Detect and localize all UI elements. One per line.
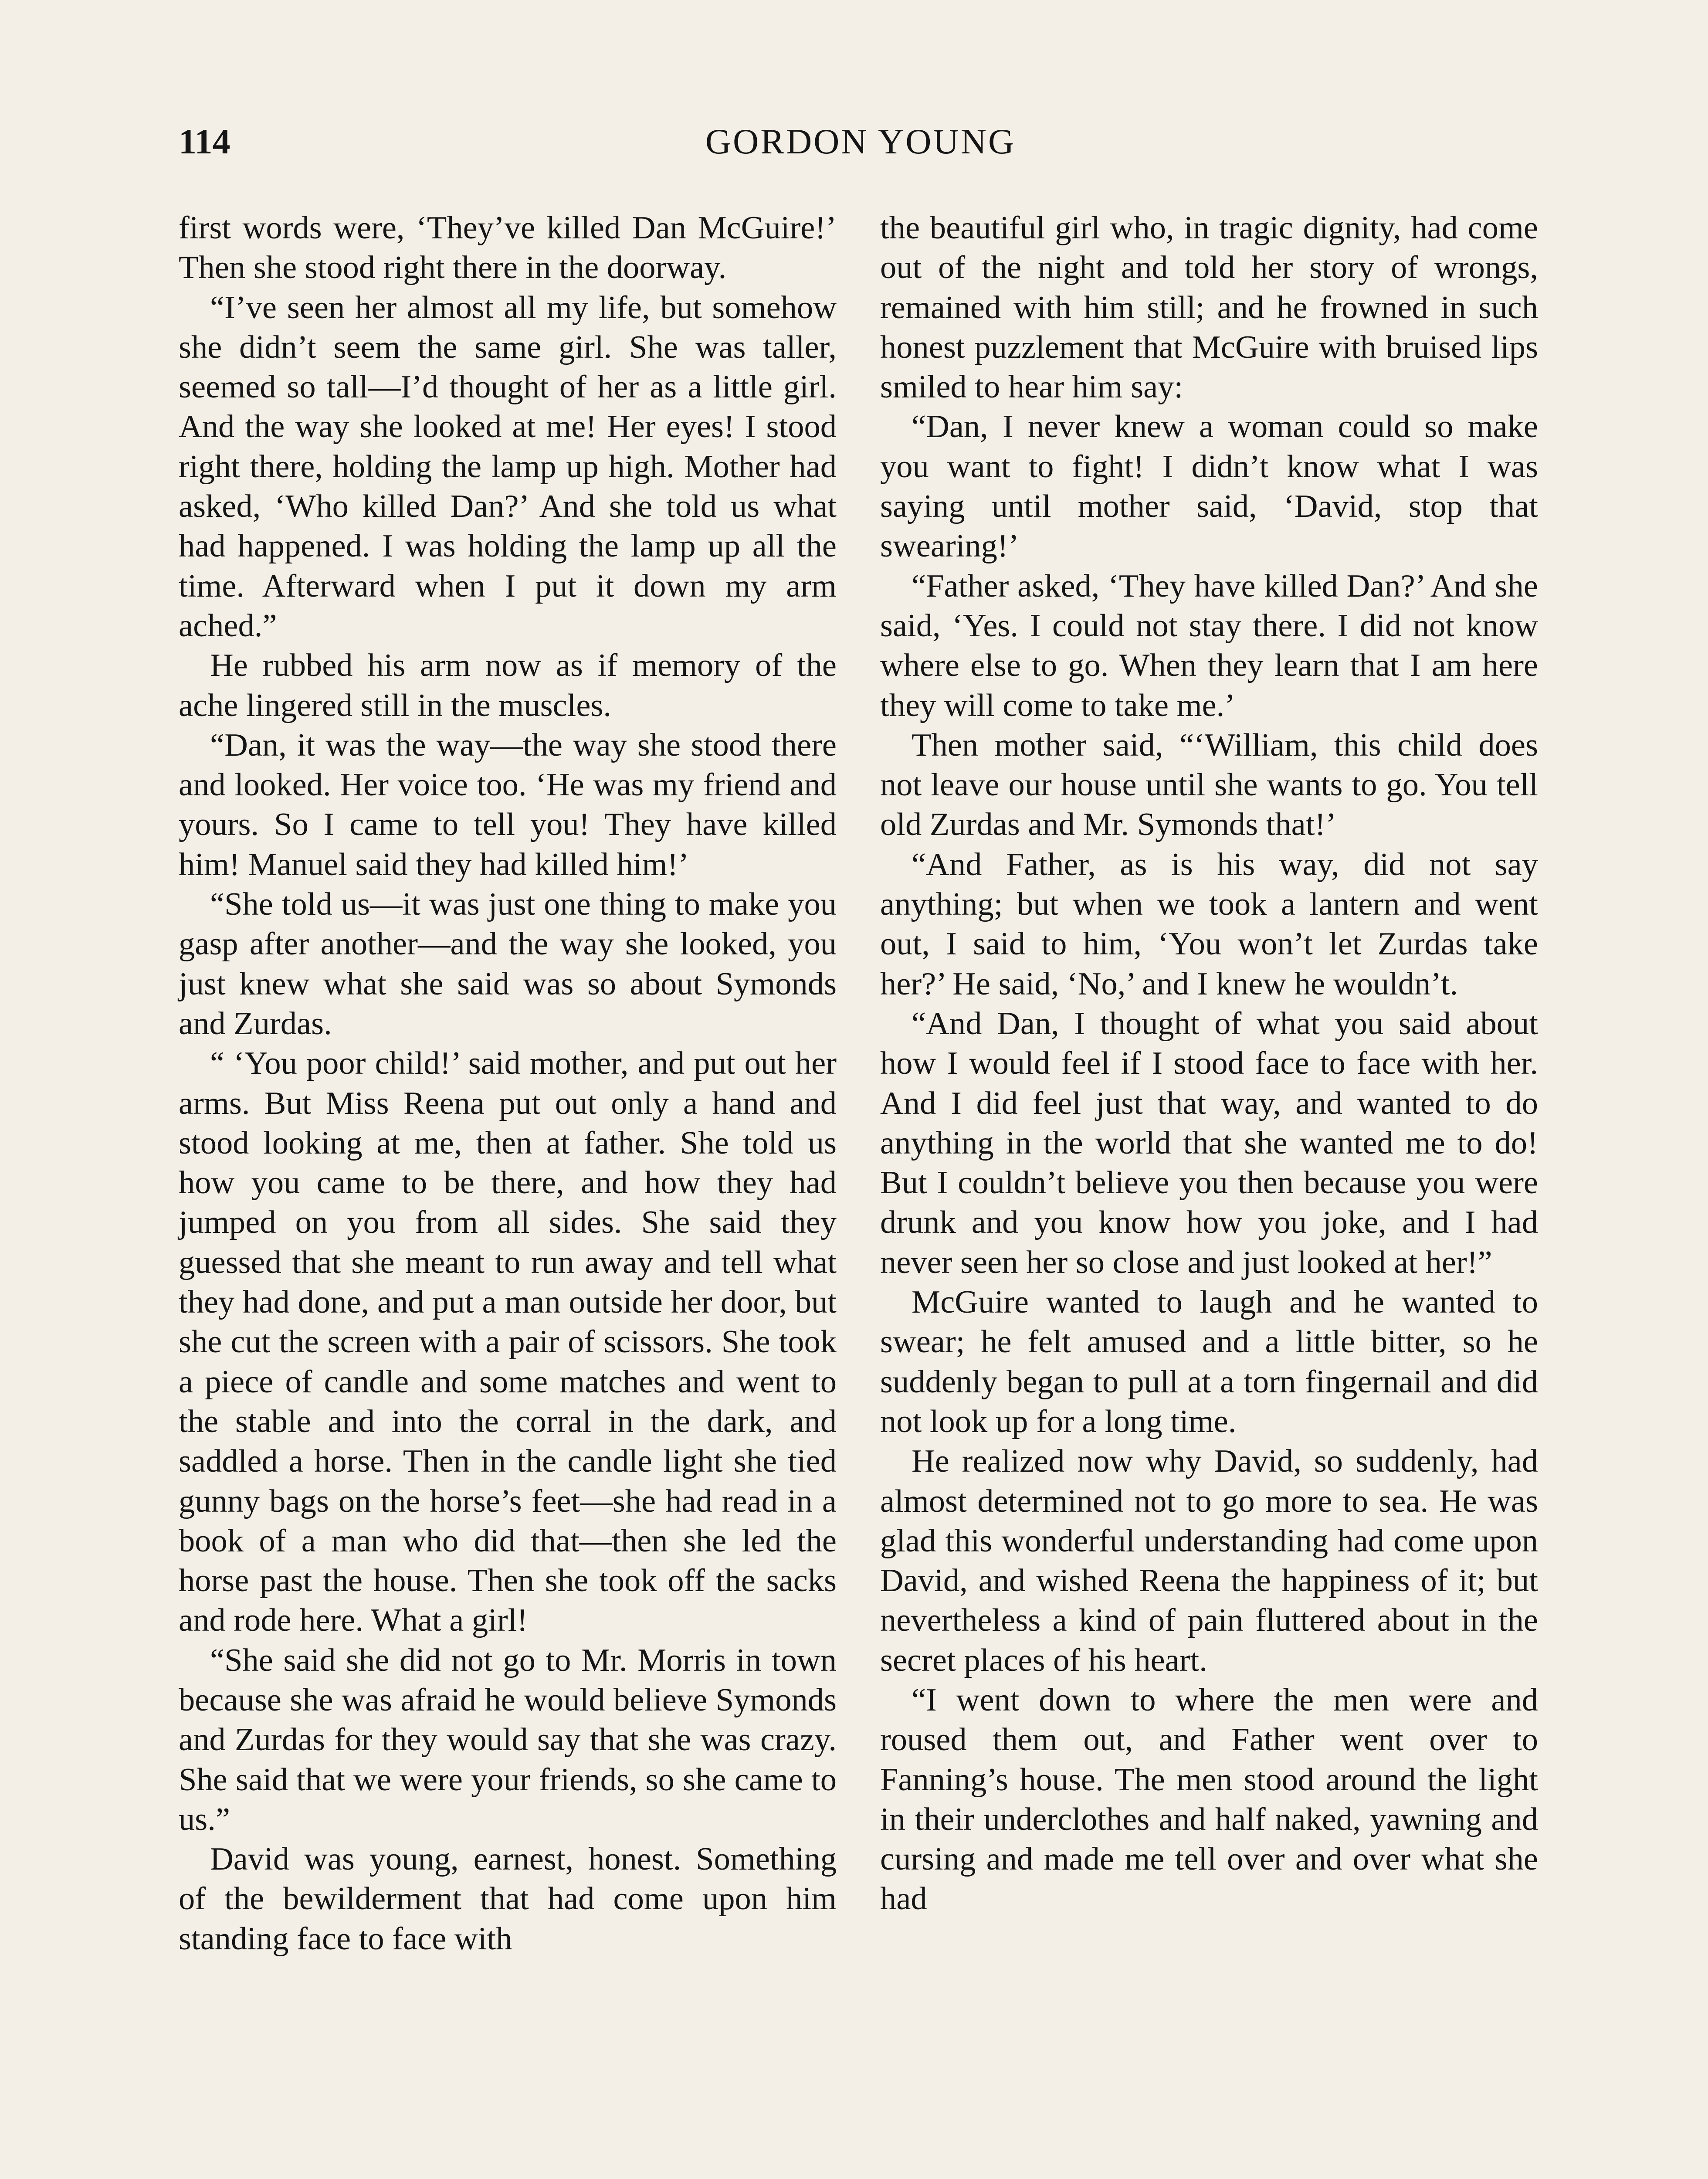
paragraph: “I’ve seen her almost all my life, but somehow she didn’t seem the same girl. She was taller, seemed so tall—I’d thought of her as a little girl. And the way she looked at me! Her eyes! I stood right there, holding the lamp up high. Mother had asked, ‘Who killed Dan?’ And she told us what had happened. I was holding the lamp up all the time. Afterward when I put it down my arm ached.” [179, 289, 837, 644]
paragraph: “Dan, it was the way—the way she stood there and looked. Her voice too. ‘He was my friend and yours. So I came to tell you! They have killed him! Manuel said they had killed him!’ [179, 727, 837, 882]
left-column [179, 208, 837, 1959]
running-head: GORDON YOUNG [705, 122, 1016, 161]
right-column [880, 208, 1538, 1919]
paragraph: “And Father, as is his way, did not say anything; but when we took a lantern and went out, I said to him, ‘You won’t let Zurdas take her?’ He said, ‘No,’ and I knew he wouldn’t. [880, 846, 1538, 1002]
page-header [179, 118, 1542, 166]
paragraph: the beautiful girl who, in tragic dignity, had come out of the night and told her story of wrongs, remained with him still; and he frowned in such honest puzzlement that McGuire with bruised lips smiled to hear him say: [880, 210, 1538, 405]
paragraph: He realized now why David, so suddenly, had almost determined not to go more to sea. He was glad this wonderful understanding had come upon David, and wished Reena the happiness of it; but nevertheless a kind of pain fluttered about in the secret places of his heart. [880, 1443, 1538, 1678]
paragraph: first words were, ‘They’ve killed Dan McGuire!’ Then she stood right there in the doorway. [179, 210, 837, 286]
paragraph: “ ‘You poor child!’ said mother, and put out her arms. But Miss Reena put out only a hand and stood looking at me, then at father. She told us how you came to be there, and how they had jumped on you from all sides. She said they guessed that she meant to run away and tell what they had done, and put a man outside her door, but she cut the screen with a pair of scissors. She took a piece of candle and some matches and went to the stable and into the corral in the dark, and saddled a horse. Then in the candle light she tied gunny bags on the horse’s feet—she had read in a book of a man who did that—then she led the horse past the house. Then she took off the sacks and rode here. What a girl! [179, 1045, 837, 1639]
page-number: 114 [179, 122, 230, 161]
paragraph: “Dan, I never knew a woman could so make you want to fight! I didn’t know what I was saying until mother said, ‘David, stop that swearing!’ [880, 409, 1538, 564]
paragraph: Then mother said, “‘William, this child does not leave our house until she wants to go. You tell old Zurdas and Mr. Symonds that!’ [880, 727, 1538, 843]
paragraph: “She said she did not go to Mr. Morris in town because she was afraid he would believe Symonds and Zurdas for they would say that she was crazy. She said that we were your friends, so she came to us.” [179, 1642, 837, 1837]
paragraph: He rubbed his arm now as if memory of the ache lingered still in the muscles. [179, 648, 837, 723]
paragraph: McGuire wanted to laugh and he wanted to swear; he felt amused and a little bitter, so he suddenly began to pull at a torn fingernail and did not look up for a long time. [880, 1284, 1538, 1439]
paragraph: “She told us—it was just one thing to make you gasp after another—and the way she looked, you just knew what she said was so about Symonds and Zurdas. [179, 886, 837, 1042]
paragraph: “I went down to where the men were and roused them out, and Father went over to Fanning’s house. The men stood around the light in their underclothes and half naked, yawning and cursing and made me tell over and over what she had [880, 1682, 1538, 1917]
paragraph: “Father asked, ‘They have killed Dan?’ And she said, ‘Yes. I could not stay there. I did not know where else to go. When they learn that I am here they will come to take me.’ [880, 568, 1538, 723]
paragraph: “And Dan, I thought of what you said about how I would feel if I stood face to face with her. And I did feel just that way, and wanted to do anything in the world that she wanted me to do! But I couldn’t believe you then because you were drunk and you know how you joke, and I had never seen her so close and just looked at her!” [880, 1005, 1538, 1280]
paragraph: David was young, earnest, honest. Something of the bewilderment that had come upon him standing face to face with [179, 1841, 837, 1957]
